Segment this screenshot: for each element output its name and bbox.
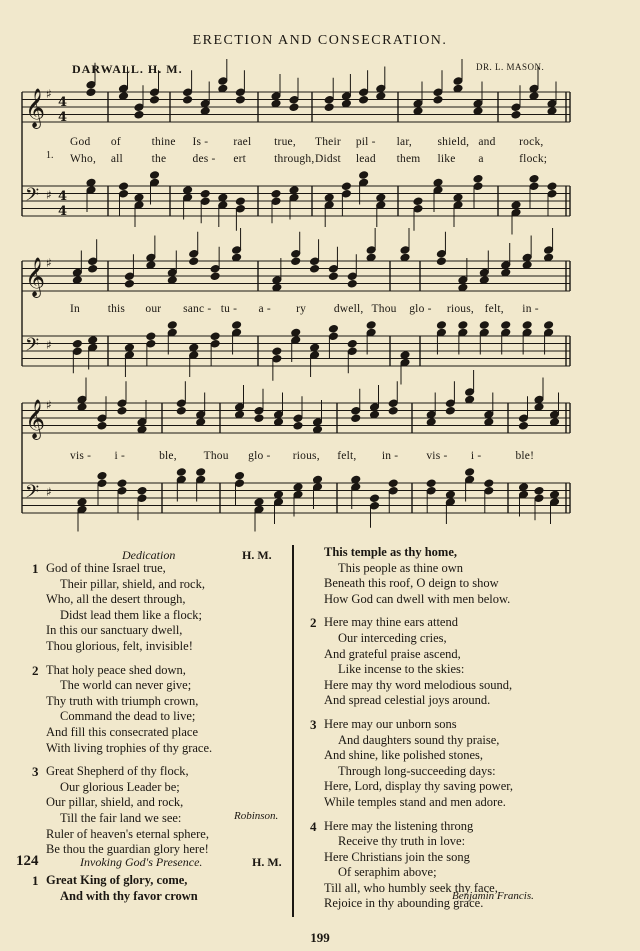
lyric-syllable: vis - <box>426 450 448 462</box>
note-head <box>235 95 245 104</box>
note-head <box>359 95 369 104</box>
verse-line: Till all, who humbly seek thy face, <box>324 880 498 895</box>
lyric-syllable: in - <box>522 303 539 315</box>
stanza <box>32 764 212 858</box>
lyric-syllable: des - <box>192 153 216 165</box>
note-head <box>210 272 220 281</box>
verse-line: Here may thy word melodious sound, <box>324 677 513 692</box>
note-head <box>534 486 544 495</box>
note-head <box>359 171 369 180</box>
lyric-syllable: a <box>478 153 484 165</box>
verse-line: Till the fair land we see: <box>60 810 182 825</box>
column-divider <box>292 545 294 917</box>
note-head <box>328 272 338 281</box>
lyric-syllable: ble! <box>515 450 535 462</box>
note-head <box>413 197 423 206</box>
note-head <box>124 279 134 288</box>
verse-line: Like incense to the skies: <box>338 662 465 677</box>
note-head <box>234 471 244 480</box>
lyric-syllable: lead <box>355 153 376 165</box>
lyric-syllable: God <box>70 136 91 148</box>
lyric-syllable: ble, <box>159 450 177 462</box>
tune-name: DARWALL. H. M. <box>72 62 183 76</box>
verse-line: Of seraphim above; <box>338 865 437 880</box>
note-head <box>479 321 489 330</box>
verse-line: With living trophies of thy grace. <box>46 740 213 755</box>
lyric-syllable: a - <box>258 303 271 315</box>
verse-line: Ruler of heaven's eternal sphere, <box>46 826 209 841</box>
note-head <box>134 110 144 119</box>
lyric-syllable: in - <box>381 450 399 462</box>
verse-line: Here, Lord, display thy saving power, <box>324 779 514 794</box>
lyric-syllable: felt, <box>484 303 504 315</box>
note-head <box>473 174 483 183</box>
verse-line: Receive thy truth in love: <box>338 834 466 849</box>
lyric-syllable: rael <box>233 136 252 148</box>
lyric-syllable: rious, <box>446 303 474 315</box>
verse-line: Beneath this roof, O deign to show <box>324 576 499 591</box>
note-head <box>189 257 199 266</box>
note-head <box>272 347 282 356</box>
verse-line: Didst lead them like a flock; <box>60 607 202 622</box>
stanza-number: 3 <box>32 764 39 780</box>
verse-line: And shine, like polished stones, <box>324 748 484 763</box>
hymn-meter-dedication: H. M. <box>242 548 272 562</box>
time-signature: 4 <box>58 204 68 219</box>
bass-clef-icon: 𝄢 <box>25 185 40 210</box>
verse-line: Command the dead to live; <box>60 709 196 724</box>
note-head <box>388 479 398 488</box>
note-head <box>324 103 334 112</box>
note-head <box>436 257 446 266</box>
lyric-syllable: dwell, <box>333 303 364 315</box>
lyric-syllable: pil - <box>355 136 376 148</box>
note-head <box>369 494 379 503</box>
verse-line: And with thy favor crown <box>60 888 198 903</box>
lyric-syllable: ry <box>296 303 307 315</box>
verse-line: God of thine Israel true, <box>46 561 166 575</box>
lyric-syllable: Is - <box>192 136 209 148</box>
stanza <box>32 561 212 655</box>
note-head <box>436 321 446 330</box>
lyric-syllable: our <box>145 303 162 315</box>
stanza-number: 1 <box>32 561 39 576</box>
stanza <box>310 615 513 709</box>
note-head <box>176 406 186 415</box>
verse-marker: 1. <box>46 150 54 161</box>
stanza-number: 2 <box>32 662 39 678</box>
treble-clef-icon: 𝄞 <box>25 257 46 297</box>
lyric-syllable: felt, <box>337 450 357 462</box>
lyric-syllable: them <box>396 153 421 165</box>
note-head <box>117 406 127 415</box>
lyric-syllable: glo - <box>248 450 271 462</box>
hymn-title-invoking: Invoking God's Presence. <box>80 855 203 869</box>
verse-line: And daughters sound thy praise, <box>338 732 500 747</box>
stanza <box>324 545 513 607</box>
verse-line: Here may the listening throng <box>324 818 474 833</box>
verse-line: And grateful praise ascend, <box>324 646 461 661</box>
note-head <box>176 468 186 477</box>
verse-line: How God can dwell with men below. <box>324 591 511 606</box>
lyric-syllable: In <box>70 303 80 315</box>
lyric-syllable: glo - <box>409 303 432 315</box>
treble-clef-icon: 𝄞 <box>25 88 46 128</box>
note-head <box>445 406 455 415</box>
verse-line: Great King of glory, come, <box>46 873 188 887</box>
note-head <box>291 257 301 266</box>
note-head <box>210 332 220 341</box>
stanza-number: 1 <box>32 873 39 888</box>
note-head <box>117 479 127 488</box>
verse-line: Who, all the desert through, <box>46 592 186 607</box>
note-head <box>146 332 156 341</box>
hymn-continued-text <box>310 545 514 912</box>
sharp-icon: ♯ <box>46 188 52 202</box>
treble-clef-icon: 𝄞 <box>25 399 46 439</box>
verse-line: That holy peace shed down, <box>46 662 186 677</box>
note-head <box>426 479 436 488</box>
sharp-icon: ♯ <box>46 338 52 352</box>
verse-line: Our pillar, shield, and rock, <box>46 795 184 810</box>
note-head <box>347 339 357 348</box>
attribution-francis: Benjamin Francis. <box>452 890 534 902</box>
lyric-syllable: sanc - <box>183 303 212 315</box>
note-head <box>328 324 338 333</box>
note-head <box>351 414 361 423</box>
verse-line: In this our sanctuary dwell, <box>46 623 183 638</box>
verse-line: The world can never give; <box>60 678 192 693</box>
note-head <box>200 189 210 198</box>
time-signature: 4 <box>58 189 68 204</box>
lyric-syllable: and <box>478 136 496 148</box>
stanza <box>32 662 213 757</box>
verse-line: Through long-succeeding days: <box>338 763 496 778</box>
verse-line: Thou glorious, felt, invisible! <box>46 638 193 653</box>
verse-line: Here Christians join the song <box>324 849 470 864</box>
time-signature: 4 <box>58 110 68 125</box>
verse-line: Our interceding cries, <box>338 630 447 645</box>
stanza-number: 2 <box>310 615 317 631</box>
sharp-icon: ♯ <box>46 256 52 270</box>
note-head <box>341 182 351 191</box>
lyric-syllable: i - <box>114 450 126 462</box>
bass-clef-icon: 𝄢 <box>25 482 40 507</box>
verse-line: Their pillar, shield, and rock, <box>60 576 205 591</box>
lyric-syllable: vis - <box>70 450 92 462</box>
note-head <box>433 95 443 104</box>
note-head <box>183 95 193 104</box>
lyric-syllable: Thou <box>371 303 397 315</box>
lyric-syllable: ert <box>233 153 247 165</box>
note-head <box>118 182 128 191</box>
lyric-syllable: true, <box>274 136 296 148</box>
note-head <box>235 197 245 206</box>
verse-line: This people as thine own <box>338 560 463 575</box>
note-head <box>232 321 242 330</box>
hymn-number-124: 124 <box>16 853 39 869</box>
note-head <box>388 406 398 415</box>
lyric-syllable: this <box>107 303 126 315</box>
lyric-syllable: Who, <box>70 153 97 165</box>
verse-line: Thy truth with triumph crown, <box>46 693 199 708</box>
page-header: ERECTION AND CONSECRATION. <box>192 33 448 48</box>
lyric-syllable: through, <box>274 153 315 165</box>
note-head <box>310 264 320 273</box>
note-head <box>196 468 206 477</box>
lyric-syllable: thine <box>151 136 176 148</box>
note-head <box>518 421 528 430</box>
composer: DR. L. MASON. <box>476 62 545 72</box>
sharp-icon: ♯ <box>46 398 52 412</box>
lyric-syllable: all <box>110 153 123 165</box>
note-head <box>254 414 264 423</box>
lyric-syllable: rious, <box>292 450 320 462</box>
note-head <box>149 171 159 180</box>
note-head <box>271 189 281 198</box>
lyric-syllable: of <box>110 136 121 148</box>
lyric-syllable: tu - <box>220 303 238 315</box>
verse-line: This temple as thy home, <box>324 545 457 559</box>
note-head <box>347 279 357 288</box>
note-head <box>458 321 468 330</box>
lyric-syllable: flock; <box>519 153 548 165</box>
verse-line: Great Shepherd of thy flock, <box>46 764 189 779</box>
attribution-robinson: Robinson. <box>234 810 279 822</box>
note-head <box>484 479 494 488</box>
note-head <box>97 471 107 480</box>
verse-line: And fill this consecrated place <box>46 724 199 739</box>
hymn-dedication-text <box>32 561 213 858</box>
sharp-icon: ♯ <box>46 485 52 499</box>
stanza-number: 4 <box>310 818 317 834</box>
note-head <box>465 468 475 477</box>
note-head <box>97 421 107 430</box>
verse-line: And spread celestial joys around. <box>324 693 491 708</box>
time-signature: 4 <box>58 95 68 110</box>
lyric-syllable: lar, <box>396 136 412 148</box>
note-head <box>86 88 96 97</box>
note-head <box>289 103 299 112</box>
note-head <box>167 321 177 330</box>
note-head <box>522 321 532 330</box>
note-head <box>529 174 539 183</box>
bass-clef-icon: 𝄢 <box>25 335 40 360</box>
note-head <box>366 321 376 330</box>
lyric-syllable: i - <box>470 450 482 462</box>
note-head <box>149 95 159 104</box>
verse-line: Our glorious Leader be; <box>60 779 180 794</box>
note-head <box>544 321 554 330</box>
note-head <box>72 339 82 348</box>
lyric-syllable: the <box>151 153 167 165</box>
note-head <box>547 182 557 191</box>
verse-line: Here may thine ears attend <box>324 615 458 630</box>
verse-line: While temples stand and men adore. <box>324 794 506 809</box>
verse-line: Be thou the guardian glory here! <box>46 842 209 857</box>
note-head <box>88 264 98 273</box>
note-head <box>293 421 303 430</box>
lyric-syllable: like <box>437 153 456 165</box>
lyric-syllable: Their <box>315 136 341 148</box>
hymn-meter-invoking: H. M. <box>252 855 282 869</box>
stanza <box>310 716 514 811</box>
note-head <box>511 110 521 119</box>
page-number: 199 <box>310 930 330 945</box>
stanza <box>32 873 198 904</box>
lyric-syllable: shield, <box>437 136 470 148</box>
note-head <box>501 321 511 330</box>
lyric-syllable: Thou <box>203 450 229 462</box>
lyric-syllable: rock, <box>519 136 544 148</box>
verse-line: Rejoice in thy abounding grace. <box>324 896 484 911</box>
hymn-title-dedication: Dedication <box>122 548 176 562</box>
hymn-124-text <box>32 873 198 904</box>
stanza-number: 3 <box>310 716 317 732</box>
sharp-icon: ♯ <box>46 87 52 101</box>
lyric-syllable: Didst <box>315 153 341 165</box>
note-head <box>137 486 147 495</box>
verse-line: Here may our unborn sons <box>324 716 457 731</box>
